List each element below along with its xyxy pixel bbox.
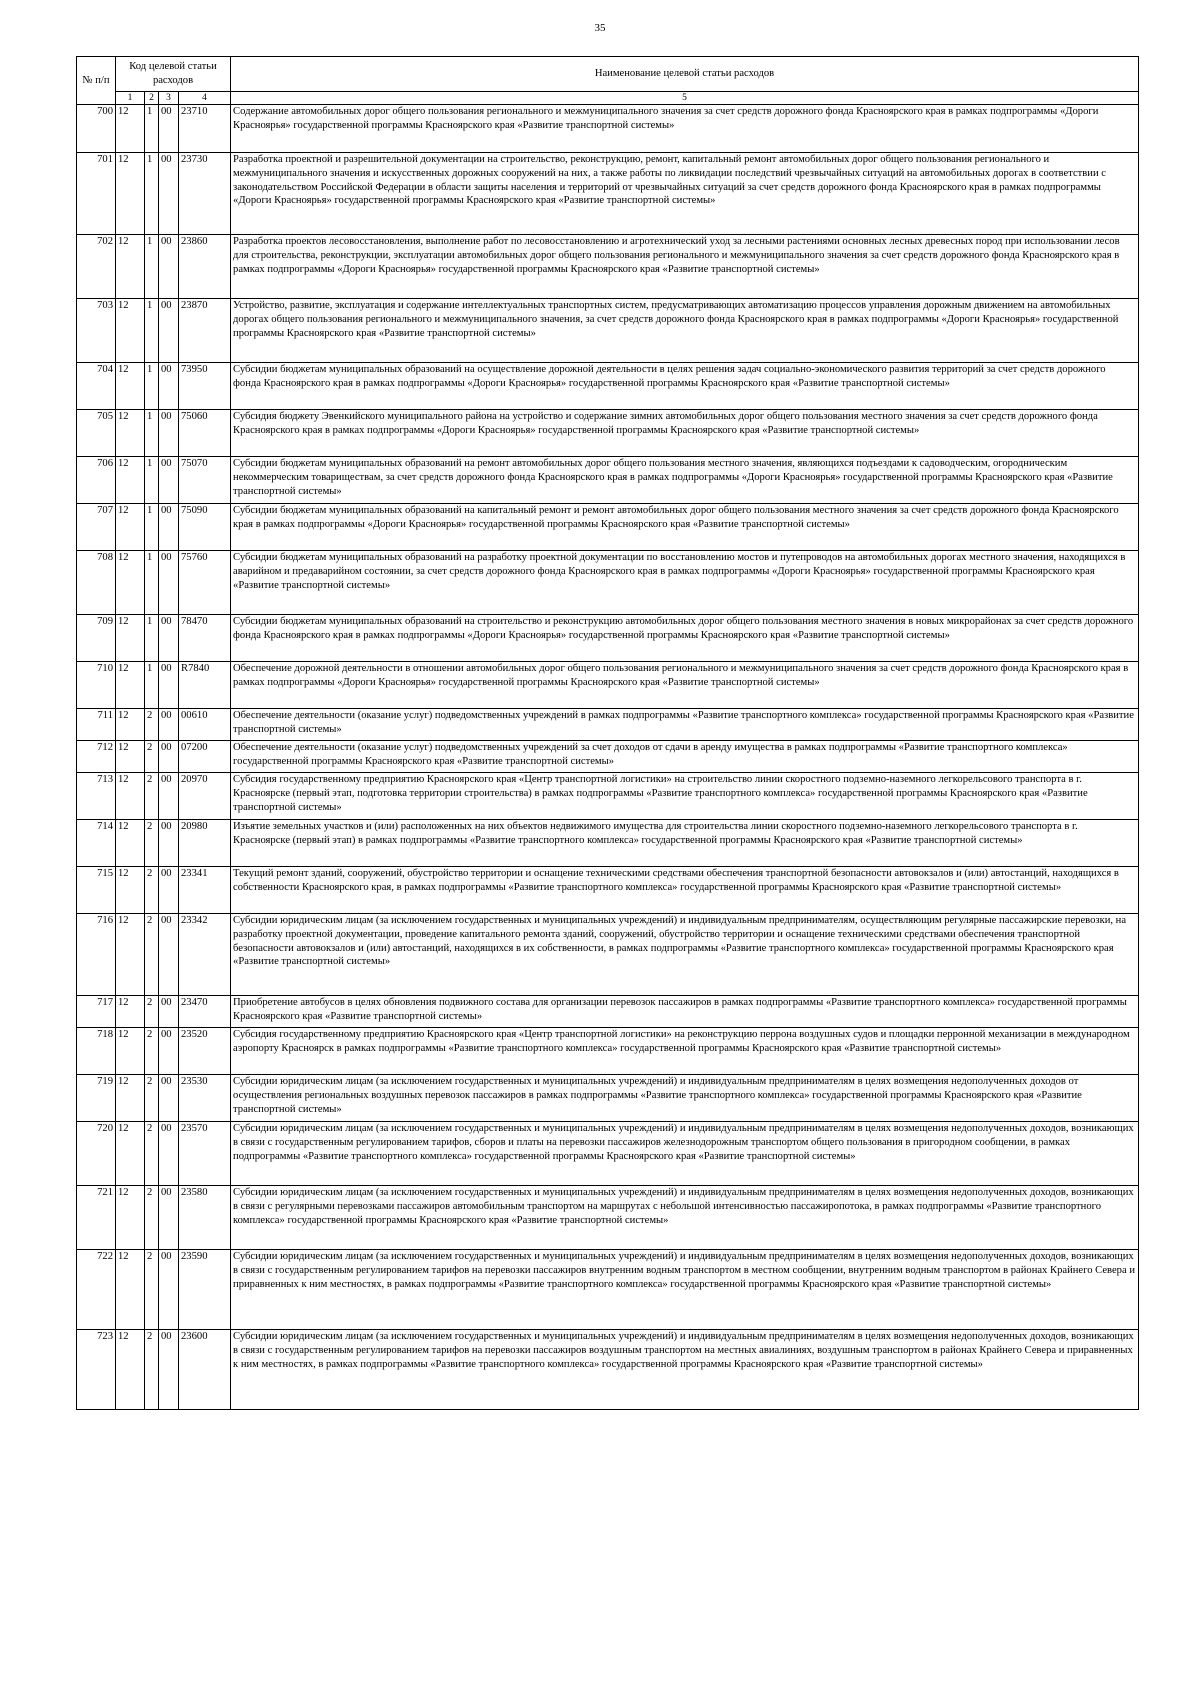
table-row (77, 741, 1139, 773)
code-part-4: 23520 (179, 1028, 231, 1075)
table-body (77, 105, 1139, 1410)
row-number: 718 (77, 1028, 116, 1075)
code-part-2: 2 (145, 996, 159, 1028)
code-part-1: 12 (116, 1250, 145, 1330)
code-part-2: 1 (145, 504, 159, 551)
code-part-1: 12 (116, 996, 145, 1028)
code-part-1: 12 (116, 1075, 145, 1122)
code-part-1: 12 (116, 867, 145, 914)
row-number: 706 (77, 457, 116, 504)
code-part-4: 23870 (179, 299, 231, 363)
code-part-1: 12 (116, 1330, 145, 1410)
expense-name: Субсидии юридическим лицам (за исключением государственных и муниципальных учреждений) и индивидуальным предпринимателям в целях возмещения недополученных доходов, возникающих в связи с регулярными перевозками пассажиров автомобильным транспортом на маршрутах с небольшой интенсивностью пассажиропотока, в рамках подпрограммы «Развитие транспортного комплекса» государственной программы Красноярского края «Развитие транспортной системы» (231, 1186, 1139, 1250)
expense-name: Субсидии бюджетам муниципальных образований на строительство и реконструкцию автомобильных дорог общего пользования местного значения в новых микрорайонах за счет средств дорожного фонда Красноярского края в рамках подпрограммы «Дороги Красноярья» государственной программы Красноярского края «Развитие транспортной системы» (231, 615, 1139, 662)
code-part-1: 12 (116, 153, 145, 235)
code-part-3: 00 (159, 1075, 179, 1122)
expense-name: Субсидии юридическим лицам (за исключением государственных и муниципальных учреждений) и индивидуальным предпринимателям в целях возмещения недополученных доходов, возникающих в связи с государственным регулированием тарифов на перевозки пассажиров воздушным транспортом на местных авиалиниях, воздушным транспортом в районах Крайнего Севера и приравненных к ним местностях, в рамках подпрограммы «Развитие транспортного комплекса» государственной программы Красноярского края «Развитие транспортной системы» (231, 1330, 1139, 1410)
code-part-2: 1 (145, 457, 159, 504)
row-number: 716 (77, 914, 116, 996)
header-sub-3: 3 (159, 92, 179, 105)
table-row (77, 153, 1139, 235)
code-part-2: 1 (145, 299, 159, 363)
code-part-3: 00 (159, 741, 179, 773)
code-part-2: 2 (145, 1028, 159, 1075)
code-part-2: 1 (145, 662, 159, 709)
code-part-4: 75760 (179, 551, 231, 615)
table-row (77, 457, 1139, 504)
budget-items-table (76, 56, 1139, 1410)
code-part-3: 00 (159, 820, 179, 867)
code-part-2: 2 (145, 1122, 159, 1186)
code-part-4: 23580 (179, 1186, 231, 1250)
header-code-group: Код целевой статьи расходов (116, 57, 231, 92)
code-part-4: 78470 (179, 615, 231, 662)
code-part-1: 12 (116, 457, 145, 504)
code-part-3: 00 (159, 1028, 179, 1075)
code-part-2: 1 (145, 235, 159, 299)
code-part-3: 00 (159, 105, 179, 153)
row-number: 719 (77, 1075, 116, 1122)
code-part-4: 07200 (179, 741, 231, 773)
header-sub-5: 5 (231, 92, 1139, 105)
row-number: 709 (77, 615, 116, 662)
expense-name: Обеспечение дорожной деятельности в отношении автомобильных дорог общего пользования регионального и межмуниципального значения за счет средств дорожного фонда Красноярского края в рамках подпрограммы «Дороги Красноярья» государственной программы Красноярского края «Развитие транспортной системы» (231, 662, 1139, 709)
code-part-4: 75060 (179, 410, 231, 457)
code-part-4: 23570 (179, 1122, 231, 1186)
code-part-1: 12 (116, 551, 145, 615)
table-row (77, 299, 1139, 363)
row-number: 717 (77, 996, 116, 1028)
code-part-1: 12 (116, 615, 145, 662)
code-part-2: 1 (145, 153, 159, 235)
code-part-4: 00610 (179, 709, 231, 741)
table-row (77, 235, 1139, 299)
table-row (77, 1075, 1139, 1122)
code-part-1: 12 (116, 662, 145, 709)
table-row (77, 867, 1139, 914)
code-part-2: 2 (145, 820, 159, 867)
code-part-3: 00 (159, 773, 179, 820)
expense-name: Субсидии бюджетам муниципальных образований на разработку проектной документации по восстановлению мостов и путепроводов на автомобильных дорогах местного значения, находящихся в аварийном и предаварийном состоянии, за счет средств дорожного фонда Красноярского края в рамках подпрограммы «Дороги Красноярья» государственной программы Красноярского края «Развитие транспортной системы» (231, 551, 1139, 615)
table-row (77, 820, 1139, 867)
expense-name: Субсидия государственному предприятию Красноярского края «Центр транспортной логистики» на реконструкцию перрона воздушных судов и площадки перронной механизации в международном аэропорту Красноярск в рамках подпрограммы «Развитие транспортного комплекса» государственной программы Красноярского края «Развитие транспортной системы» (231, 1028, 1139, 1075)
code-part-1: 12 (116, 235, 145, 299)
code-part-1: 12 (116, 410, 145, 457)
code-part-2: 1 (145, 615, 159, 662)
code-part-3: 00 (159, 504, 179, 551)
expense-name: Текущий ремонт зданий, сооружений, обустройство территории и оснащение техническими средствами обеспечения транспортной безопасности автовокзалов и (или) автостанций, находящихся в собственности Красноярского края, в рамках подпрограммы «Развитие транспортного комплекса» государственной программы Красноярского края «Развитие транспортной системы» (231, 867, 1139, 914)
row-number: 721 (77, 1186, 116, 1250)
code-part-4: 23342 (179, 914, 231, 996)
code-part-2: 2 (145, 1250, 159, 1330)
code-part-3: 00 (159, 457, 179, 504)
expense-name: Субсидии бюджетам муниципальных образований на осуществление дорожной деятельности в целях решения задач социально-экономического развития территорий за счет средств дорожного фонда Красноярского края в рамках подпрограммы «Дороги Красноярья» государственной программы Красноярского края «Развитие транспортной системы» (231, 363, 1139, 410)
row-number: 700 (77, 105, 116, 153)
code-part-3: 00 (159, 235, 179, 299)
row-number: 701 (77, 153, 116, 235)
code-part-4: 23590 (179, 1250, 231, 1330)
code-part-4: 23860 (179, 235, 231, 299)
row-number: 723 (77, 1330, 116, 1410)
code-part-3: 00 (159, 153, 179, 235)
header-sub-2: 2 (145, 92, 159, 105)
expense-name: Субсидии бюджетам муниципальных образований на капитальный ремонт и ремонт автомобильных дорог общего пользования местного значения за счет средств дорожного фонда Красноярского края в рамках подпрограммы «Дороги Красноярья» государственной программы Красноярского края «Развитие транспортной системы» (231, 504, 1139, 551)
code-part-3: 00 (159, 299, 179, 363)
code-part-1: 12 (116, 363, 145, 410)
row-number: 704 (77, 363, 116, 410)
row-number: 702 (77, 235, 116, 299)
expense-name: Изъятие земельных участков и (или) расположенных на них объектов недвижимого имущества для строительства линии скоростного подземно-наземного легкорельсового транспорта в г. Красноярске (первый этап) в рамках подпрограммы «Развитие транспортного комплекса» государственной программы Красноярского края «Развитие транспортной системы» (231, 820, 1139, 867)
expense-name: Субсидия бюджету Эвенкийского муниципального района на устройство и содержание зимних автомобильных дорог общего пользования местного значения за счет средств дорожного фонда Красноярского края в рамках подпрограммы «Дороги Красноярья» государственной программы Красноярского края «Развитие транспортной системы» (231, 410, 1139, 457)
expense-name: Субсидии юридическим лицам (за исключением государственных и муниципальных учреждений) и индивидуальным предпринимателям, осуществляющим регулярные пассажирские перевозки, на разработку проектной документации, проведение капитального ремонта зданий, сооружений, обустройство территории и оснащение техническими средствами обеспечения транспортной безопасности автовокзалов и (или) автостанций, находящихся в их собственности, в рамках подпрограммы «Развитие транспортного комплекса» государственной программы Красноярского края «Развитие транспортной системы» (231, 914, 1139, 996)
expense-name: Субсидии юридическим лицам (за исключением государственных и муниципальных учреждений) и индивидуальным предпринимателям в целях возмещения недополученных доходов, возникающих в связи с государственным регулированием тарифов на перевозки пассажиров внутренним водным транспортом в местном сообщении, внутренним водным транспортом в районах Крайнего Севера и приравненных к ним местностях, в рамках подпрограммы «Развитие транспортного комплекса» государственной программы Красноярского края «Развитие транспортной системы» (231, 1250, 1139, 1330)
code-part-4: 75070 (179, 457, 231, 504)
code-part-2: 1 (145, 410, 159, 457)
code-part-4: 23600 (179, 1330, 231, 1410)
code-part-3: 00 (159, 410, 179, 457)
code-part-4: 23730 (179, 153, 231, 235)
code-part-3: 00 (159, 1186, 179, 1250)
expense-name: Субсидии юридическим лицам (за исключением государственных и муниципальных учреждений) и индивидуальным предпринимателям в целях возмещения недополученных доходов от осуществления региональных воздушных перевозок пассажиров в рамках подпрограммы «Развитие транспортного комплекса» государственной программы Красноярского края «Развитие транспортной системы» (231, 1075, 1139, 1122)
table-row (77, 504, 1139, 551)
code-part-1: 12 (116, 709, 145, 741)
code-part-4: 23710 (179, 105, 231, 153)
code-part-2: 2 (145, 1330, 159, 1410)
table-row (77, 1250, 1139, 1330)
table-row (77, 105, 1139, 153)
code-part-4: 20970 (179, 773, 231, 820)
code-part-3: 00 (159, 615, 179, 662)
row-number: 720 (77, 1122, 116, 1186)
code-part-1: 12 (116, 105, 145, 153)
code-part-2: 2 (145, 914, 159, 996)
row-number: 712 (77, 741, 116, 773)
code-part-2: 2 (145, 773, 159, 820)
code-part-2: 2 (145, 1075, 159, 1122)
table-row (77, 914, 1139, 996)
table-row (77, 1330, 1139, 1410)
code-part-3: 00 (159, 867, 179, 914)
code-part-2: 2 (145, 741, 159, 773)
row-number: 705 (77, 410, 116, 457)
code-part-1: 12 (116, 1186, 145, 1250)
row-number: 703 (77, 299, 116, 363)
code-part-3: 00 (159, 662, 179, 709)
table-row (77, 662, 1139, 709)
row-number: 710 (77, 662, 116, 709)
page-number: 35 (594, 22, 606, 34)
code-part-1: 12 (116, 820, 145, 867)
code-part-3: 00 (159, 363, 179, 410)
code-part-4: R7840 (179, 662, 231, 709)
expense-name: Разработка проектов лесовосстановления, выполнение работ по лесовосстановлению и агротехнический уход за лесными растениями основных лесных древесных пород при использовании лесов для строительства, реконструкции, эксплуатации автомобильных дорог общего пользования регионального и межмуниципального значения за счет средств дорожного фонда Красноярского края в рамках подпрограммы «Дороги Красноярья» государственной программы Красноярского края «Развитие транспортной системы» (231, 235, 1139, 299)
expense-name: Приобретение автобусов в целях обновления подвижного состава для организации перевозок пассажиров в рамках подпрограммы «Развитие транспортного комплекса» государственной программы Красноярского края «Развитие транспортной системы» (231, 996, 1139, 1028)
code-part-1: 12 (116, 1028, 145, 1075)
code-part-1: 12 (116, 741, 145, 773)
table-row (77, 1186, 1139, 1250)
code-part-3: 00 (159, 551, 179, 615)
row-number: 713 (77, 773, 116, 820)
expense-name: Устройство, развитие, эксплуатация и содержание интеллектуальных транспортных систем, предусматривающих автоматизацию процессов управления дорожным движением на автомобильных дорогах общего пользования регионального и межмуниципального значения, за счет средств дорожного фонда Красноярского края в рамках подпрограммы «Дороги Красноярья» государственной программы Красноярского края «Развитие транспортной системы» (231, 299, 1139, 363)
code-part-2: 2 (145, 867, 159, 914)
table-row (77, 709, 1139, 741)
code-part-4: 73950 (179, 363, 231, 410)
code-part-2: 1 (145, 105, 159, 153)
row-number: 715 (77, 867, 116, 914)
code-part-1: 12 (116, 914, 145, 996)
row-number: 708 (77, 551, 116, 615)
code-part-2: 1 (145, 363, 159, 410)
code-part-3: 00 (159, 1330, 179, 1410)
expense-name: Субсидия государственному предприятию Красноярского края «Центр транспортной логистики» на строительство линии скоростного подземно-наземного легкорельсового транспорта в г. Красноярске (первый этап, подготовка территории строительства) в рамках подпрограммы «Развитие транспортного комплекса» государственной программы Красноярского края «Развитие транспортной системы» (231, 773, 1139, 820)
code-part-2: 2 (145, 1186, 159, 1250)
table-row (77, 996, 1139, 1028)
code-part-4: 23530 (179, 1075, 231, 1122)
table-row (77, 615, 1139, 662)
code-part-1: 12 (116, 504, 145, 551)
code-part-2: 1 (145, 551, 159, 615)
code-part-3: 00 (159, 1122, 179, 1186)
code-part-3: 00 (159, 996, 179, 1028)
code-part-3: 00 (159, 914, 179, 996)
header-sub-4: 4 (179, 92, 231, 105)
expense-name: Обеспечение деятельности (оказание услуг) подведомственных учреждений в рамках подпрограммы «Развитие транспортного комплекса» государственной программы Красноярского края «Развитие транспортной системы» (231, 709, 1139, 741)
expense-name: Субсидии юридическим лицам (за исключением государственных и муниципальных учреждений) и индивидуальным предпринимателям в целях возмещения недополученных доходов, возникающих в связи с государственным регулированием тарифов, сборов и платы на перевозки пассажиров железнодорожным транспортом общего пользования в пригородном сообщении, в рамках подпрограммы «Развитие транспортного комплекса» государственной программы Красноярского края «Развитие транспортной системы» (231, 1122, 1139, 1186)
table-row (77, 551, 1139, 615)
header-sub-1: 1 (116, 92, 145, 105)
table-row (77, 410, 1139, 457)
header-name: Наименование целевой статьи расходов (231, 57, 1139, 92)
code-part-3: 00 (159, 1250, 179, 1330)
row-number: 714 (77, 820, 116, 867)
code-part-4: 75090 (179, 504, 231, 551)
code-part-1: 12 (116, 299, 145, 363)
table-row (77, 363, 1139, 410)
code-part-1: 12 (116, 773, 145, 820)
header-row-number: № п/п (77, 57, 116, 105)
row-number: 722 (77, 1250, 116, 1330)
code-part-4: 20980 (179, 820, 231, 867)
code-part-2: 2 (145, 709, 159, 741)
code-part-3: 00 (159, 709, 179, 741)
expense-name: Обеспечение деятельности (оказание услуг) подведомственных учреждений за счет доходов от сдачи в аренду имущества в рамках подпрограммы «Развитие транспортного комплекса» государственной программы Красноярского края «Развитие транспортной системы» (231, 741, 1139, 773)
row-number: 711 (77, 709, 116, 741)
expense-name: Субсидии бюджетам муниципальных образований на ремонт автомобильных дорог общего пользования местного значения, являющихся подъездами к садоводческим, огородническим некоммерческим товариществам, за счет средств дорожного фонда Красноярского края в рамках подпрограммы «Дороги Красноярья» государственной программы Красноярского края «Развитие транспортной системы» (231, 457, 1139, 504)
expense-name: Содержание автомобильных дорог общего пользования регионального и межмуниципального значения за счет средств дорожного фонда Красноярского края в рамках подпрограммы «Дороги Красноярья» государственной программы Красноярского края «Развитие транспортной системы» (231, 105, 1139, 153)
expense-name: Разработка проектной и разрешительной документации на строительство, реконструкцию, ремонт, капитальный ремонт автомобильных дорог общего пользования регионального и межмуниципального значения и искусственных дорожных сооружений на них, а также работы по ликвидации последствий чрезвычайных ситуаций на автомобильных дорогах в соответствии с законодательством Российской Федерации в области защиты населения и территорий от чрезвычайных ситуаций за счет средств дорожного фонда Красноярского края в рамках подпрограммы «Дороги Красноярья» государственной программы Красноярского края «Развитие транспортной системы» (231, 153, 1139, 235)
table-row (77, 773, 1139, 820)
row-number: 707 (77, 504, 116, 551)
code-part-4: 23341 (179, 867, 231, 914)
code-part-4: 23470 (179, 996, 231, 1028)
table-row (77, 1028, 1139, 1075)
code-part-1: 12 (116, 1122, 145, 1186)
table-row (77, 1122, 1139, 1186)
